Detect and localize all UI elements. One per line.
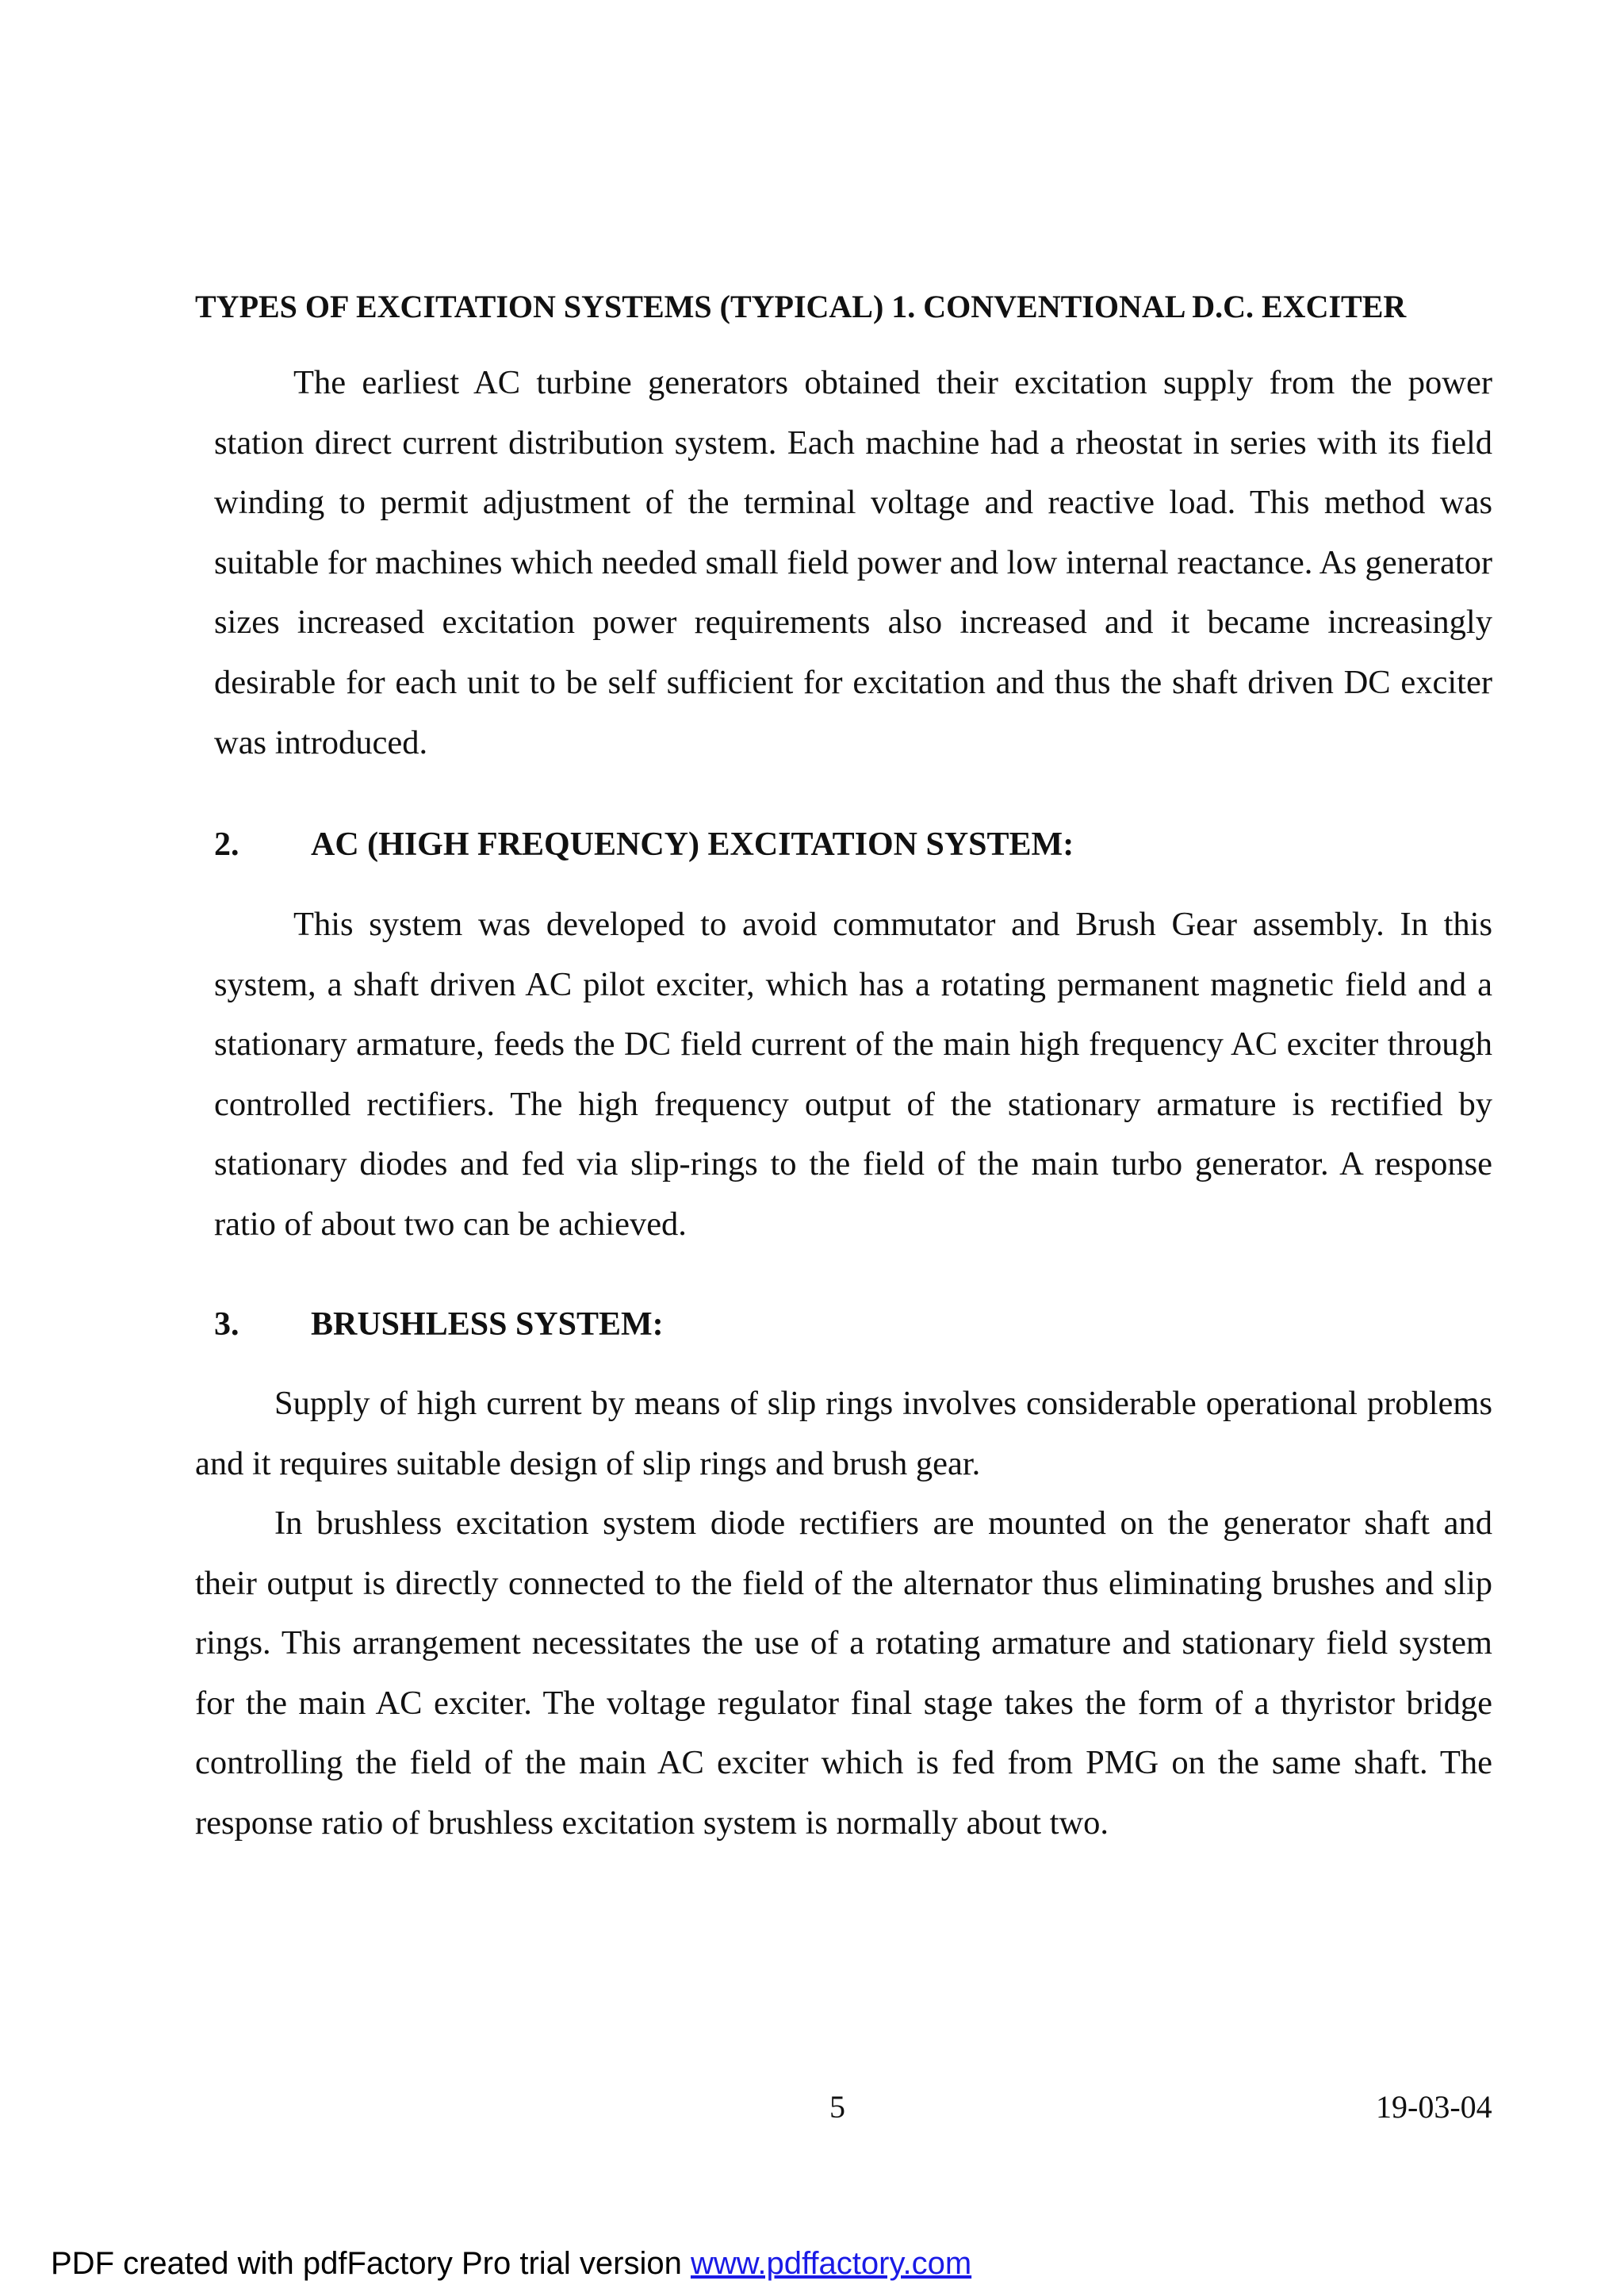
- page-number: 5: [829, 2089, 845, 2125]
- section3-number: 3.: [214, 1306, 239, 1343]
- section2-number: 2.: [214, 826, 239, 863]
- section3-paragraph-1: Supply of high current by means of slip rings involves considerable operational problems and it requires suitable design of slip rings and brush gear.: [195, 1385, 1492, 1482]
- page-date: 19-03-04: [1376, 2089, 1492, 2125]
- section2-heading-text: AC (HIGH FREQUENCY) EXCITATION SYSTEM:: [311, 826, 1074, 863]
- section2-paragraph: This system was developed to avoid commutator and Brush Gear assembly. In this system, a shaft driven AC pilot exciter, which has a rotating permanent magnetic field and a stationary armature, feeds the DC field current of the main high frequency AC exciter through controlled rectifiers. The high frequency output of the stationary armature is rectified by stationary diodes and fed via slip-rings to the field of the main turbo generator. A response ratio of about two can be achieved.: [214, 906, 1492, 1243]
- section3-heading: [214, 1305, 664, 1344]
- pdf-footer-text: PDF created with pdfFactory Pro trial version: [51, 2246, 691, 2281]
- section3-paragraph-2: In brushless excitation system diode rectifiers are mounted on the generator shaft and their output is directly connected to the field of the alternator thus eliminating brushes and slip rings. This arrangement necessitates the use of a rotating armature and stationary field system for the main AC exciter. The voltage regulator final stage takes the form of a thyristor bridge controlling the field of the main AC exciter which is fed from PMG on the same shaft. The response ratio of brushless excitation system is normally about two.: [195, 1504, 1492, 1842]
- pdf-footer: [51, 2244, 971, 2283]
- section1-paragraph: The earliest AC turbine generators obtained their excitation supply from the power station direct current distribution system. Each machine had a rheostat in series with its field winding to permit adjustment of the terminal voltage and reactive load. This method was suitable for machines which needed small field power and low internal reactance. As generator sizes increased excitation power requirements also increased and it became increasingly desirable for each unit to be self sufficient for excitation and thus the shaft driven DC exciter was introduced.: [214, 364, 1493, 761]
- section3-heading-text: BRUSHLESS SYSTEM:: [311, 1306, 664, 1343]
- pdffactory-link[interactable]: www.pdffactory.com: [690, 2246, 972, 2281]
- page-title: TYPES OF EXCITATION SYSTEMS (TYPICAL) 1. CONVENTIONAL D.C. EXCITER: [195, 289, 1407, 324]
- section2-heading: [214, 825, 1074, 864]
